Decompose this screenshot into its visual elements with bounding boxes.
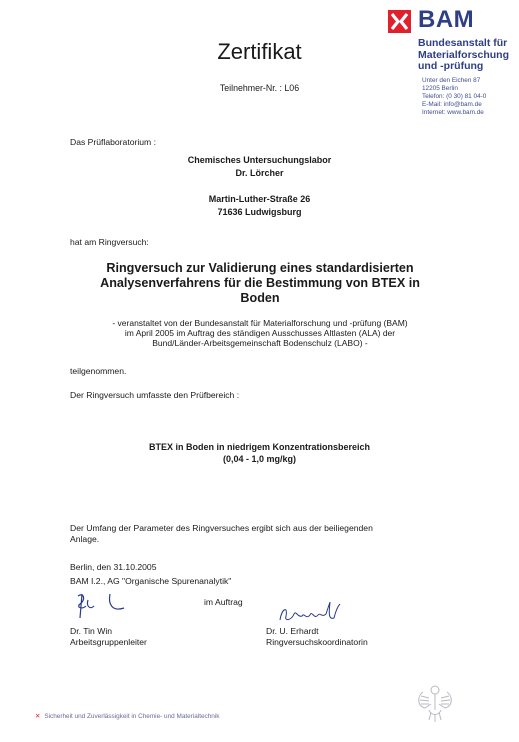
ring-organizer: - veranstaltet von der Bundesanstalt für Materialforschung und -prüfung (BAM) im April 2005 im Auftrag des ständigen Ausschusses Altlasten (ALA) der Bund/Länder-Arbeitsgemeinschaft Bodenschulz (LABO) -: [112, 318, 408, 348]
participant-number: Teilnehmer-Nr. : L06: [219, 83, 300, 93]
logo-text: BAM: [418, 6, 475, 33]
took-part-text: teilgenommen.: [70, 366, 127, 376]
org-name: Bundesanstalt für Materialforschung und -prüfung: [418, 37, 510, 72]
scope: BTEX in Boden in niedrigem Konzentrationsbereich (0,04 - 1,0 mg/kg): [148, 442, 371, 464]
page-title: Zertifikat: [217, 39, 302, 64]
lab-name: Chemisches Untersuchungslabor Dr. Lörcher: [187, 155, 332, 178]
signature-left-icon: [70, 590, 130, 620]
signature-right-icon: [276, 600, 346, 626]
signer-left: Dr. Tin Win Arbeitsgruppenleiter: [70, 626, 147, 647]
ring-label: hat am Ringversuch:: [70, 237, 149, 247]
federal-eagle-icon: [415, 680, 455, 724]
scope-label: Der Ringversuch umfasste den Prüfbereich :: [70, 390, 240, 400]
place-date: Berlin, den 31.10.2005: [70, 562, 157, 572]
bam-logo-icon: [388, 10, 411, 33]
org-address: Unter den Eichen 87 12205 Berlin Telefon: (0 30) 81 04-0 E-Mail: info@bam.de Internet: www.bam.de: [422, 77, 487, 116]
ring-title: Ringversuch zur Validierung eines standardisierten Analysenverfahrens für die Bestimmung von BTEX in Boden: [100, 261, 420, 305]
footer: ✕ Sicherheit und Zuverlässigkeit in Chemie- und Materialtechnik: [35, 713, 220, 720]
on-behalf-text: im Auftrag: [204, 597, 243, 607]
lab-address: Martin-Luther-Straße 26 71636 Ludwigsburg: [208, 194, 311, 217]
footer-mark-icon: ✕: [35, 713, 41, 720]
signer-right: Dr. U. Erhardt Ringversuchskoordinatorin: [266, 626, 368, 647]
lab-label: Das Prüflaboratorium :: [70, 137, 156, 147]
parameters-note: Der Umfang der Parameter des Ringversuches ergibt sich aus der beiliegenden Anlage.: [70, 523, 373, 544]
bam-department: BAM I.2., AG "Organische Spurenanalytik": [70, 576, 232, 586]
